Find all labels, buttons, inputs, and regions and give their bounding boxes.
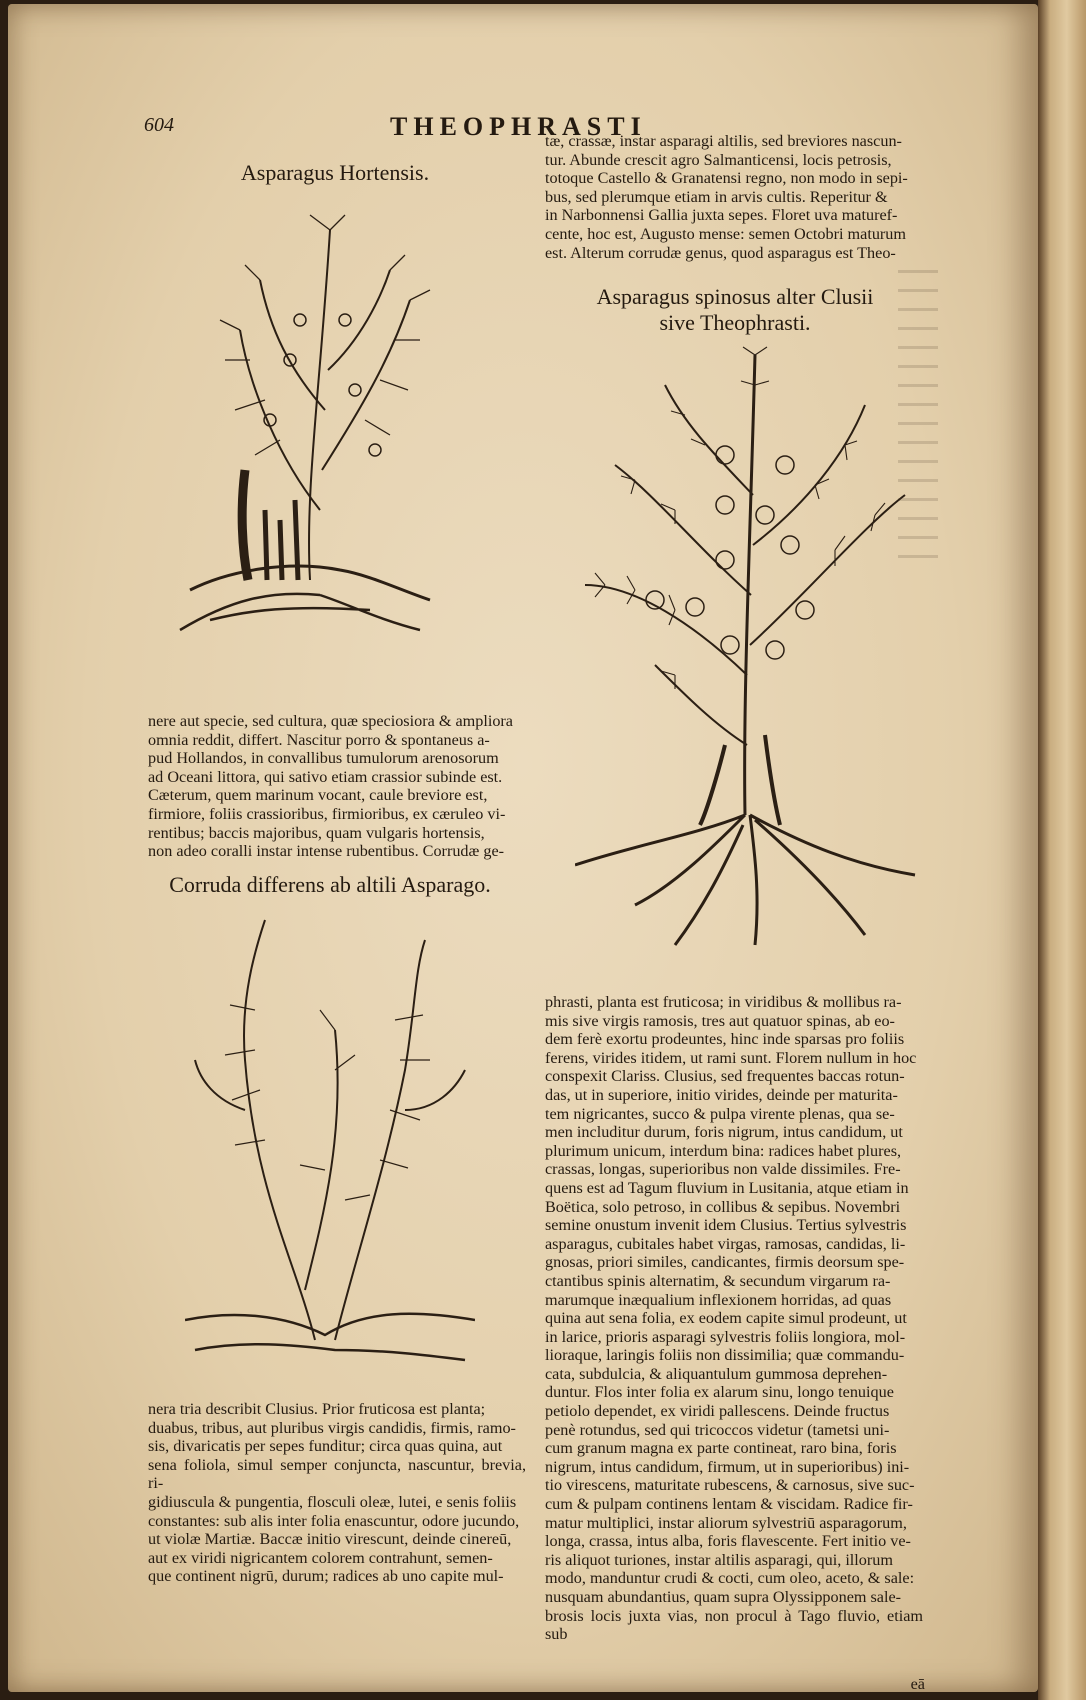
left-paragraph-1: nere aut specie, sed cultura, quæ speciosiora & ampliora omnia reddit, differt. Nascitur porro & spontaneus a- pud Hollandos, in convallibus tumulorum arenosorum ad Oceani littora, qui sativo etiam crassior subinde est. Cæterum, quem marinum vocant, caule breviore est, firmiore, foliis crassioribus, firmioribus, ex cæruleo vi- rentibus; baccis majoribus, quam vulgaris hortensis, non adeo coralli instar intense rubentibus. Corrudæ ge- xyxy=(148,712,513,861)
figure-1-caption: Asparagus Hortensis. xyxy=(240,160,430,185)
right-paragraph-2: phrasti, planta est fruticosa; in viridibus & mollibus ra- mis sive virgis ramosis, tres aut quatuor spinas, ab eo- dem ferè exortu prodeuntes, hinc inde sparsas pro foliis ferens, virides itidem, ut rami sunt. Florem nullum in hoc conspexit Clariss. Clusius, sed frequentes baccas rotun- das, ut in superiore, initio virides, deinde per maturita- tem nigricantes, succo & pulpa virente plenas, qua se- men includitur durum, foris nigrum, intus candidum, ut plurimum unicum, interdum bina: radices habet plures, crassas, longas, superioribus non valde dissimiles. Fre- quens est ad Tagum fluvium in Lusitania, atque etiam in Boëtica, solo petroso, in collibus & sepibus. Novembri semine onustum invenit idem Clusius. Tertius sylvestris asparagus, cubitales habet virgas, ramosas, candidas, li- gnosas, priori similes, candicantes, firmis deorsum spe- ctantibus spinis alternatim, & secundum virgarum ra- marumque inæqualium inflexionem horridas, ad quas quina aut sena folia, ex eodem capite simul prodeunt, ut in larice, prioris asparagi sylvestris foliis longiora, mol- lioraque, laringis foliis non dissimilia; quæ commandu- cata, subdulcia, & aliquantulum gummosa deprehen- duntur. Flos inter folia ex alarum sinu, longo tenuique petiolo dependet, ex viridi pallescens. Deinde fructus penè rotundus, sed qui tricoccos videtur (tametsi uni- cum granum magna ex parte contineat, raro bina, foris nigrum, intus candidum, firmum, ut in superioribus) ini- tio virescens, maturitate rubescens, & carnosus, sive suc- cum & pulpam continens lentam & viscidam. Radice fir- matur multiplici, instar aliorum sylvestriū asparagorum, longa, crassa, intus alba, foris flavescente. Fert initio ve- ris aliquot turiones, instar altilis asparagi, qui, illorum modo, manduntur crudi & cocti, cum oleo, aceto, & sale: nusquam abundantius, quam supra Olyssipponem sale- brosis locis juxta vias, non procul à Tago fluvio, etiam sub xyxy=(545,993,923,1644)
running-title: THEOPHRASTI xyxy=(390,112,647,141)
figure-1-woodcut xyxy=(170,210,460,690)
page-number: 604 xyxy=(144,114,174,136)
figure-2-caption: Asparagus spinosus alter Clusii sive Theophrasti. xyxy=(596,284,874,335)
show-through-text xyxy=(898,270,938,570)
figure-3-woodcut xyxy=(185,910,475,1380)
figure-2-woodcut xyxy=(575,345,925,975)
catchword: eā xyxy=(910,1675,925,1693)
left-paragraph-2: nera tria describit Clusius. Prior fruticosa est planta; duabus, tribus, aut pluribus virgis candidis, firmis, ramo- sis, divaricatis per sepes funditur; circa quas quina, aut sena foliola, simul semper conjuncta, nascuntur, brevia, ri- gidiuscula & pungentia, flosculi oleæ, lutei, e senis foliis constantes: sub alis inter folia enascuntur, odore jucundo, ut violæ Martiæ. Baccæ initio virescunt, deinde cinereū, aut ex viridi nigricantem colorem contrahunt, semen- que continent nigrū, durum; radices ab uno capite mul- xyxy=(148,1400,526,1586)
adjacent-page-edge xyxy=(1038,0,1086,1700)
figure-3-caption: Corruda differens ab altili Asparago. xyxy=(169,872,491,897)
right-paragraph-1: tæ, crassæ, instar asparagi altilis, sed breviores nascun- tur. Abunde crescit agro Salmanticensi, locis petrosis, totoque Castello & Granatensi regno, non modo in sepi- bus, sed plerumque etiam in arvis cultis. Reperitur & in Narbonnensi Gallia juxta sepes. Floret uva maturef- cente, hoc est, Augusto mense: semen Octobri maturum est. Alterum corrudæ genus, quod asparagus est Theo- xyxy=(545,132,908,262)
